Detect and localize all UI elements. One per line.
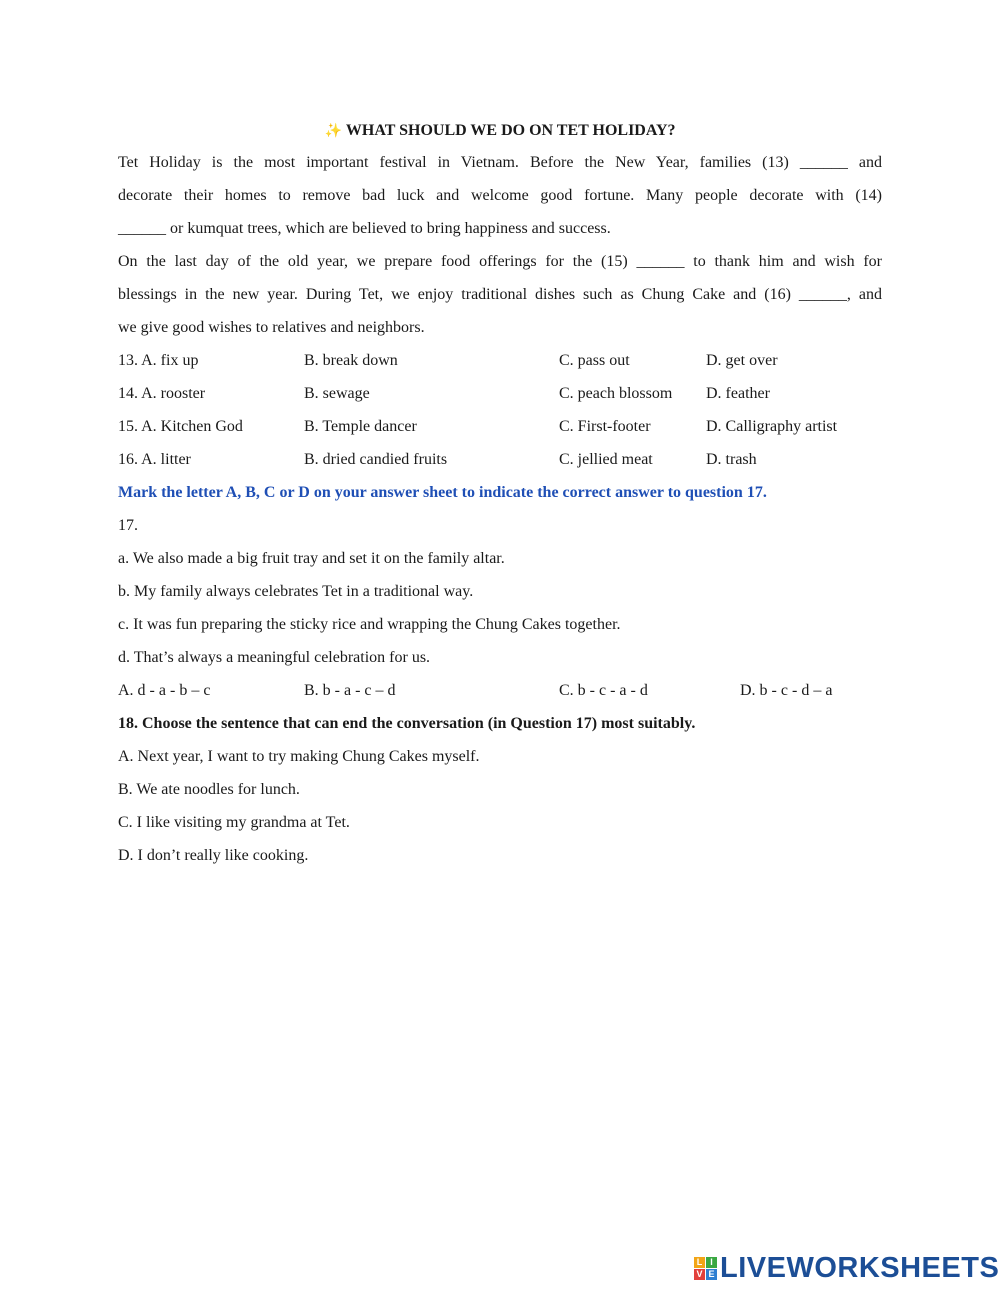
option-d[interactable]: D. b - c - d – a [740,682,833,699]
option-b[interactable]: B. b - a - c – d [304,682,396,699]
passage-line: On the last day of the old year, we prepare food offerings for the (15) ______ to thank him and wish for [118,253,882,270]
question-15-options [118,410,882,443]
q17-sentence: a. We also made a big fruit tray and set it on the family altar. [118,550,505,567]
option-b[interactable]: B. sewage [304,385,370,402]
option-d[interactable]: D. get over [706,352,778,369]
passage-line: ______ or kumquat trees, which are believed to bring happiness and success. [118,220,611,237]
option-a[interactable]: A. d - a - b – c [118,682,211,699]
question-17-number: 17. [118,517,138,534]
option-b[interactable]: B. dried candied fruits [304,451,448,468]
option-d[interactable]: D. Calligraphy artist [706,418,838,435]
option-d[interactable]: D. feather [706,385,770,402]
logo-mark-letter: I [706,1257,717,1268]
option-b[interactable]: B. break down [304,352,398,369]
question-14-options [118,377,882,410]
option-c[interactable]: C. b - c - a - d [559,682,648,699]
logo-mark-letter: V [694,1269,705,1280]
passage-line: Tet Holiday is the most important festival in Vietnam. Before the New Year, families (13) ______ and [118,154,882,171]
passage-line: blessings in the new year. During Tet, we enjoy traditional dishes such as Chung Cake and (16) ______, and [118,286,882,303]
q17-sentence: d. That’s always a meaningful celebration for us. [118,649,431,666]
option-c[interactable]: C. First-footer [559,418,651,435]
option-a[interactable]: 15. A. Kitchen God [118,418,243,435]
q18-option[interactable]: A. Next year, I want to try making Chung Cakes myself. [118,748,480,765]
q17-sentence: c. It was fun preparing the sticky rice and wrapping the Chung Cakes together. [118,616,621,633]
option-c[interactable]: C. jellied meat [559,451,653,468]
worksheet-page [118,116,882,872]
instruction-text: Mark the letter A, B, C or D on your answer sheet to indicate the correct answer to question 17. [118,484,767,501]
option-a[interactable]: 16. A. litter [118,451,191,468]
option-d[interactable]: D. trash [706,451,757,468]
q17-sentence: b. My family always celebrates Tet in a traditional way. [118,583,474,600]
reading-passage [118,146,882,344]
logo-mark-icon [694,1257,717,1280]
passage-line: we give good wishes to relatives and neighbors. [118,319,425,336]
question-13-options [118,344,882,377]
title-text: WHAT SHOULD WE DO ON TET HOLIDAY? [345,122,676,139]
worksheet-title [118,116,882,146]
logo-mark-letter: E [706,1269,717,1280]
q18-option[interactable]: C. I like visiting my grandma at Tet. [118,814,350,831]
logo-text: LIVEWORKSHEETS [720,1251,1000,1284]
question-16-options [118,443,882,476]
liveworksheets-logo [694,1253,999,1283]
question-17-options [118,674,882,707]
option-c[interactable]: C. pass out [559,352,630,369]
option-c[interactable]: C. peach blossom [559,385,673,402]
option-b[interactable]: B. Temple dancer [304,418,417,435]
question-18-prompt: 18. Choose the sentence that can end the conversation (in Question 17) most suitably. [118,715,696,732]
passage-line: decorate their homes to remove bad luck and welcome good fortune. Many people decorate with (14) [118,187,882,204]
q18-option[interactable]: B. We ate noodles for lunch. [118,781,300,798]
logo-mark-letter: L [694,1257,705,1268]
option-a[interactable]: 13. A. fix up [118,352,199,369]
option-a[interactable]: 14. A. rooster [118,385,206,402]
sparkle-icon: ✨ [324,124,342,139]
q18-option[interactable]: D. I don’t really like cooking. [118,847,309,864]
